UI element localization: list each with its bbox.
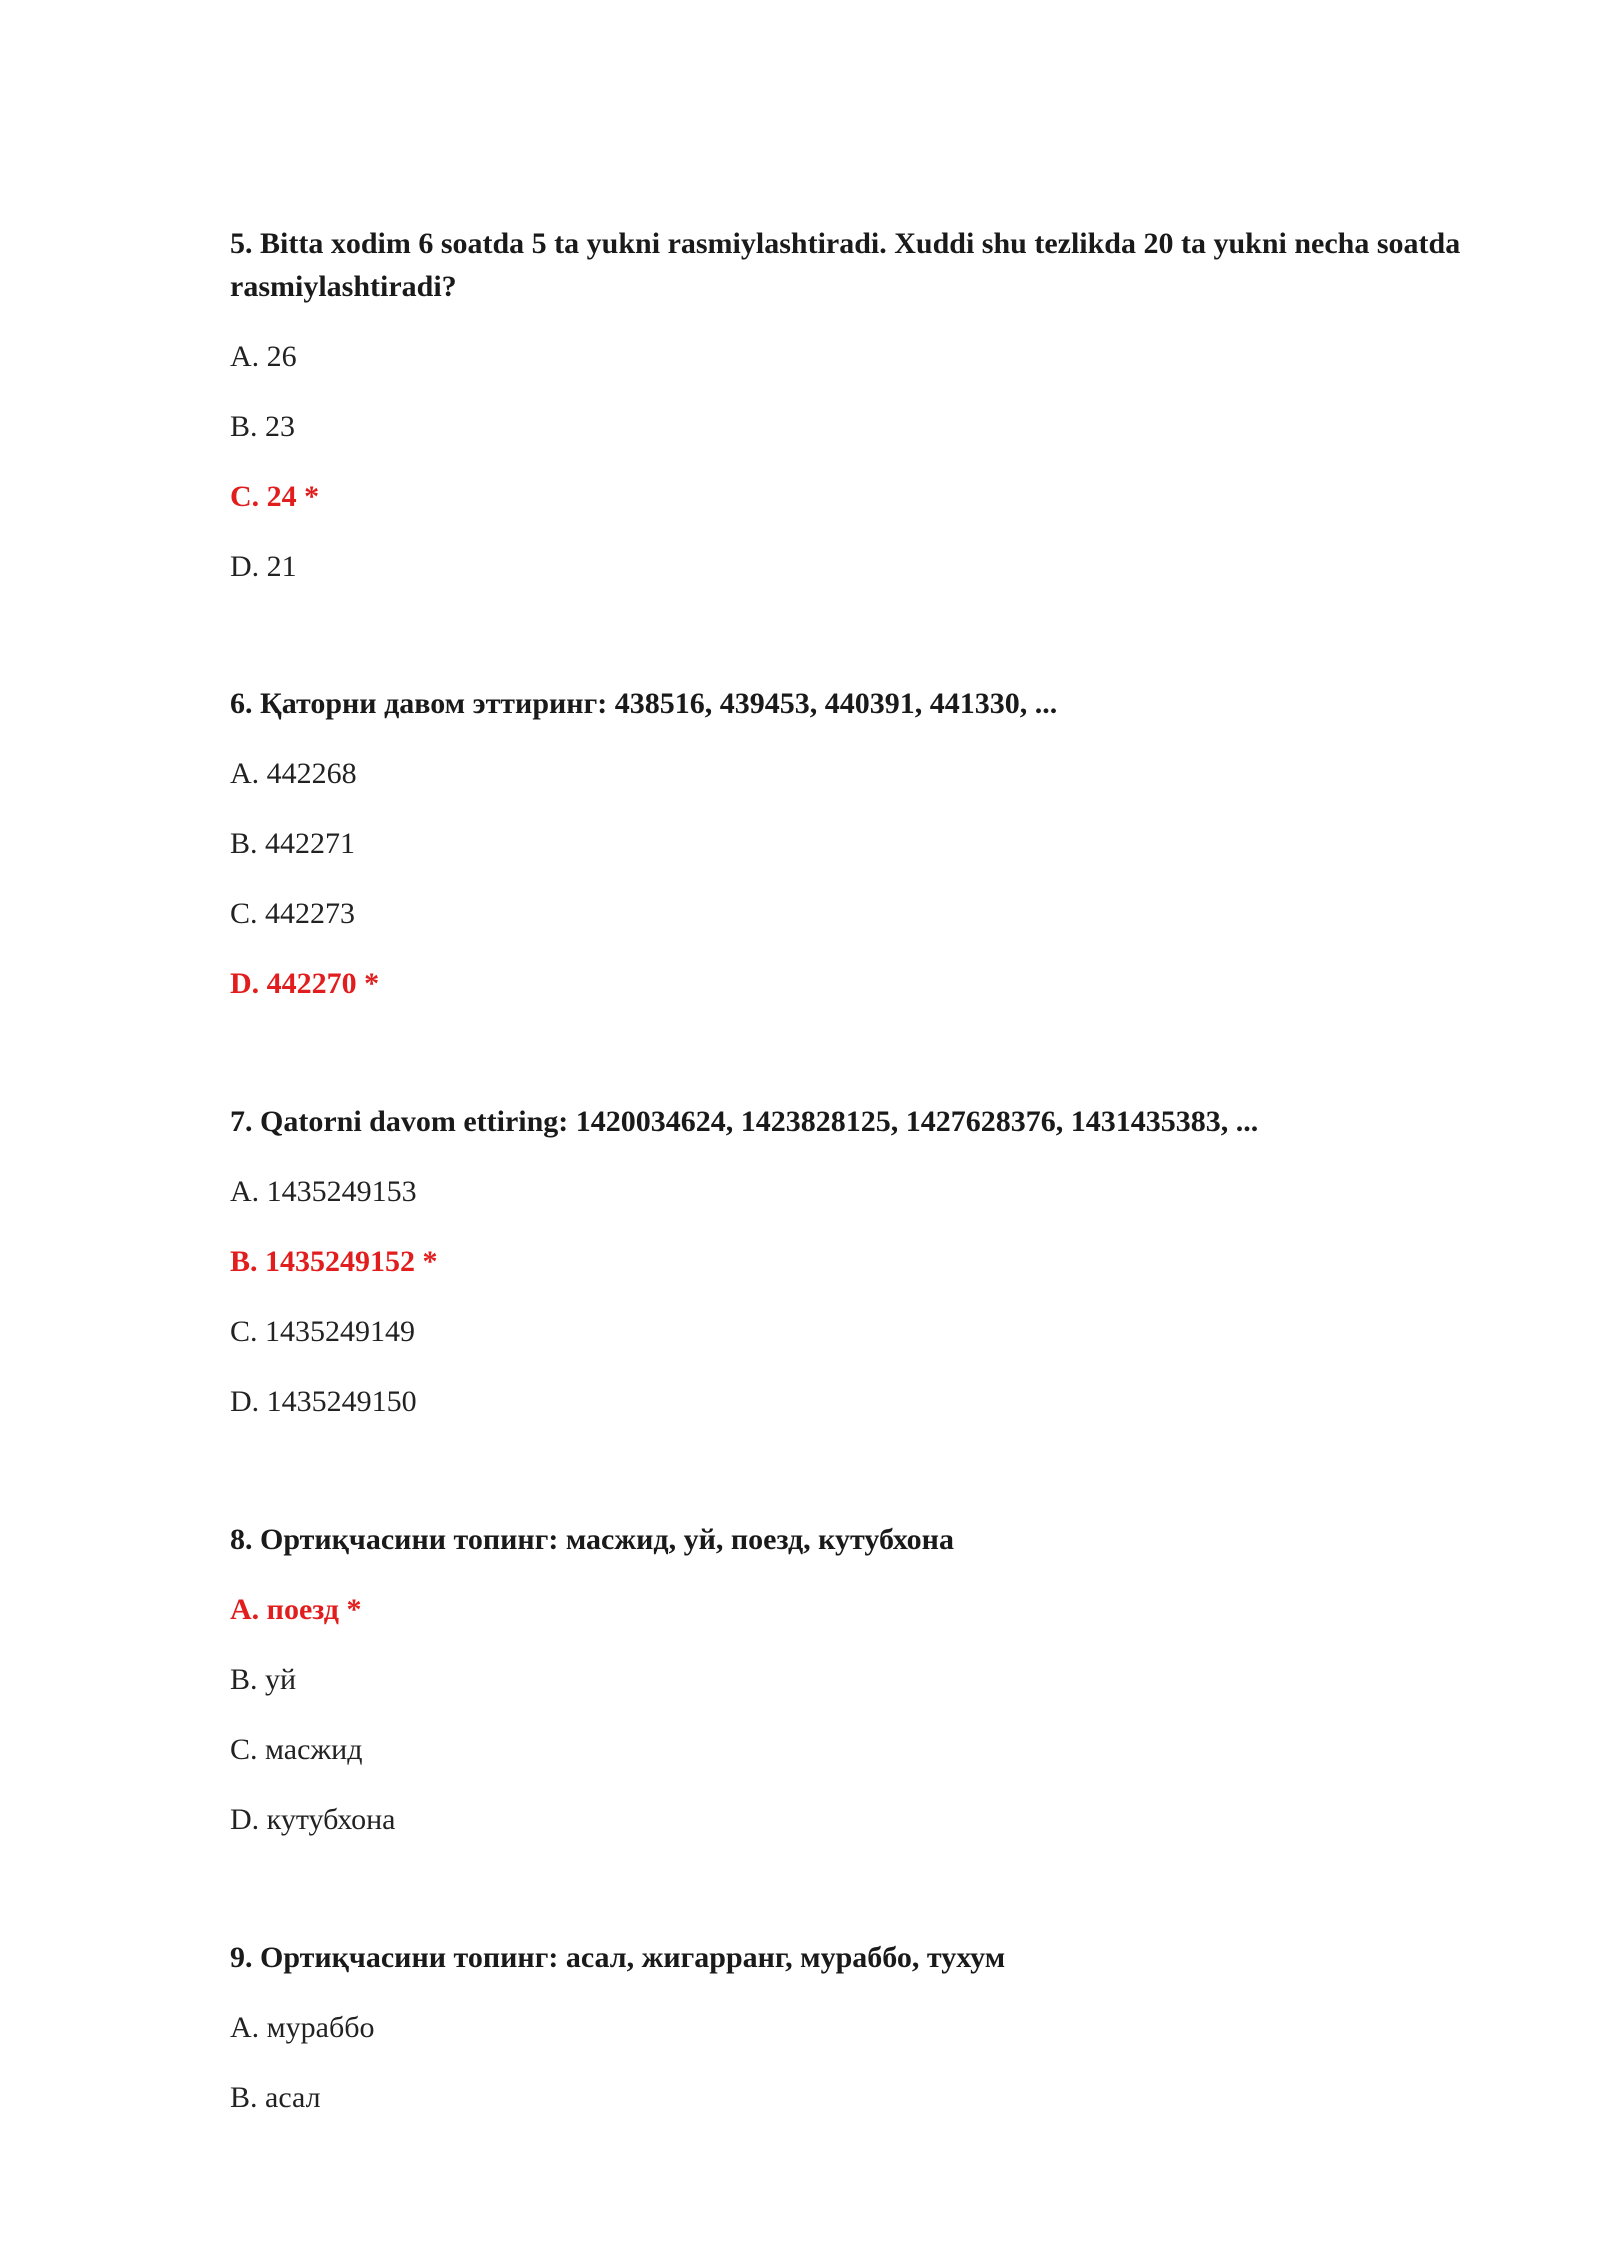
option-c: C. 442273 [230, 897, 356, 930]
option-d: D. 21 [230, 550, 297, 583]
option-b-correct: B. 1435249152 * [230, 1245, 438, 1278]
question-8 [230, 1518, 1480, 1838]
option-a: A. 26 [230, 340, 297, 373]
option-d: D. кутубхона [230, 1803, 396, 1836]
option-d-correct: D. 442270 * [230, 967, 380, 1000]
question-6 [230, 682, 1480, 1002]
question-text: 8. Ортиқчасини топинг: масжид, уй, поезд, кутубхона [230, 1523, 954, 1556]
question-9 [230, 1936, 1480, 2116]
question-5 [230, 222, 1480, 585]
question-7 [230, 1100, 1480, 1420]
option-a: A. 1435249153 [230, 1175, 417, 1208]
option-b: B. уй [230, 1663, 297, 1696]
option-a: A. 442268 [230, 757, 357, 790]
option-c: C. масжид [230, 1733, 363, 1766]
option-d: D. 1435249150 [230, 1385, 417, 1418]
option-b: B. 442271 [230, 827, 356, 860]
question-text: 7. Qatorni davom ettiring: 1420034624, 1423828125, 1427628376, 1431435383, ... [230, 1105, 1259, 1138]
question-text: 5. Bitta xodim 6 soatda 5 ta yukni rasmiylashtiradi. Xuddi shu tezlikda 20 ta yukni necha soatda rasmiylashtiradi? [230, 227, 1461, 303]
option-b: B. 23 [230, 410, 296, 443]
option-b: B. асал [230, 2081, 321, 2114]
option-a-correct: A. поезд * [230, 1593, 362, 1626]
option-c-correct: C. 24 * [230, 480, 320, 513]
option-a: A. мураббо [230, 2011, 375, 2044]
question-text: 9. Ортиқчасини топинг: асал, жигарранг, мураббо, тухум [230, 1941, 1006, 1974]
option-c: C. 1435249149 [230, 1315, 416, 1348]
question-text: 6. Қаторни давом эттиринг: 438516, 439453, 440391, 441330, ... [230, 687, 1058, 720]
